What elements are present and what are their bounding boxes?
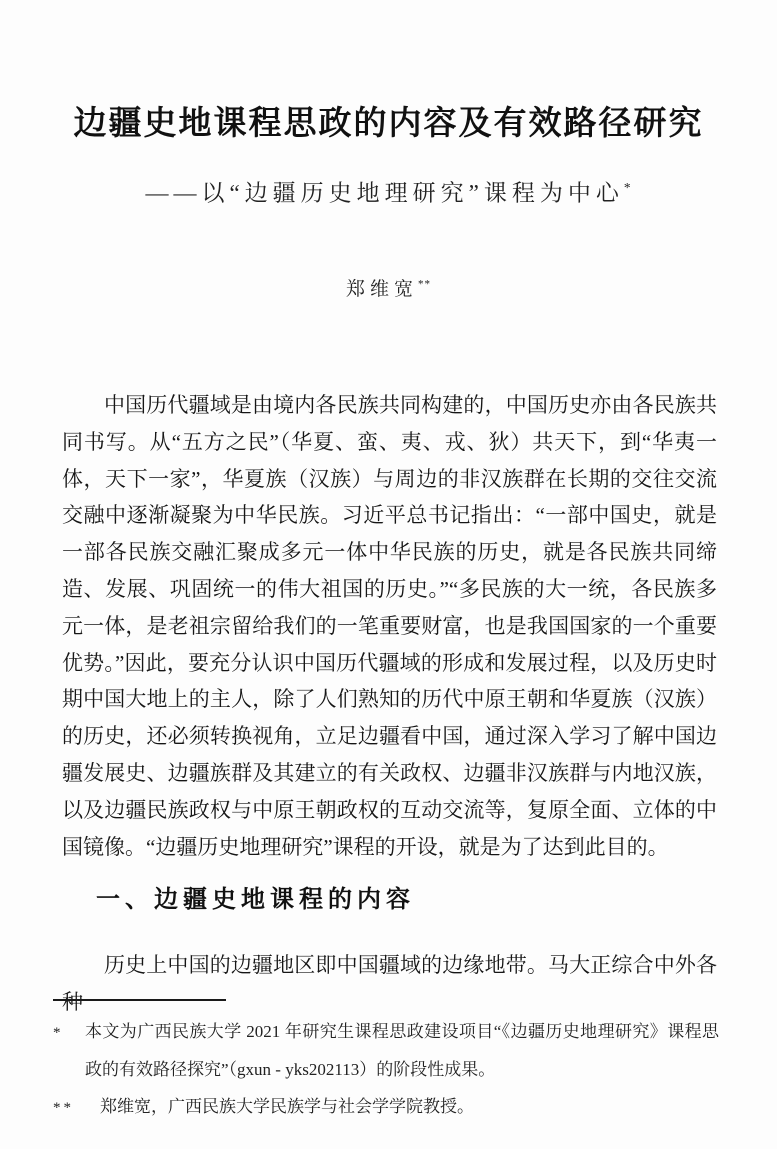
subtitle-text: ——以“边疆历史地理研究”课程为中心 bbox=[145, 180, 624, 206]
footnote-project bbox=[53, 1013, 719, 1088]
page-subtitle bbox=[0, 170, 777, 212]
footnote-author-bio bbox=[53, 1088, 719, 1126]
page-title: 边疆史地课程思政的内容及有效路径研究 bbox=[73, 104, 704, 141]
author-name: 郑维宽 bbox=[345, 279, 418, 300]
footnote-marker: * bbox=[53, 1025, 64, 1041]
footnote-text: 郑维宽，广西民族大学民族学与社会学学院教授。 bbox=[100, 1097, 474, 1116]
subtitle-footnote-marker: * bbox=[623, 180, 632, 195]
section-heading-1: 一、边疆史地课程的内容 bbox=[96, 887, 415, 913]
author-footnote-marker: ** bbox=[418, 278, 432, 291]
footnote-marker: ** bbox=[53, 1100, 74, 1116]
footnotes bbox=[53, 1013, 719, 1126]
paragraph-intro: 中国历代疆域是由境内各民族共同构建的，中国历史亦由各民族共同书写。从“五方之民”（华夏、蛮、夷、戎、狄）共天下，到“华夷一体，天下一家”，华夏族（汉族）与周边的非汉族群在长期的交往交流交融中逐渐凝聚为中华民族。习近平总书记指出：“一部中国史，就是一部各民族交融汇聚成多元一体中华民族的历史，就是各民族共同缔造、发展、巩固统一的伟大祖国的历史。”“多民族的大一统，各民族多元一体，是老祖宗留给我们的一笔重要财富，也是我国国家的一个重要优势。”因此，要充分认识中国历代疆域的形成和发展过程，以及历史时期中国大地上的主人，除了人们熟知的历代中原王朝和华夏族（汉族）的历史，还必须转换视角，立足边疆看中国，通过深入学习了解中国边疆发展史、边疆族群及其建立的有关政权、边疆非汉族群与内地汉族，以及边疆民族政权与中原王朝政权的互动交流等，复原全面、立体的中国镜像。“边疆历史地理研究”课程的开设，就是为了达到此目的。 bbox=[62, 393, 717, 859]
paragraph-section1: 历史上中国的边疆地区即中国疆域的边缘地带。马大正综合中外各种 bbox=[62, 953, 717, 1014]
author-line bbox=[0, 274, 777, 301]
footnote-divider bbox=[53, 999, 226, 1001]
footnote-text: 本文为广西民族大学 2021 年研究生课程思政建设项目“《边疆历史地理研究》课程思政的有效路径探究”（gxun - yks202113）的阶段性成果。 bbox=[85, 1022, 719, 1079]
